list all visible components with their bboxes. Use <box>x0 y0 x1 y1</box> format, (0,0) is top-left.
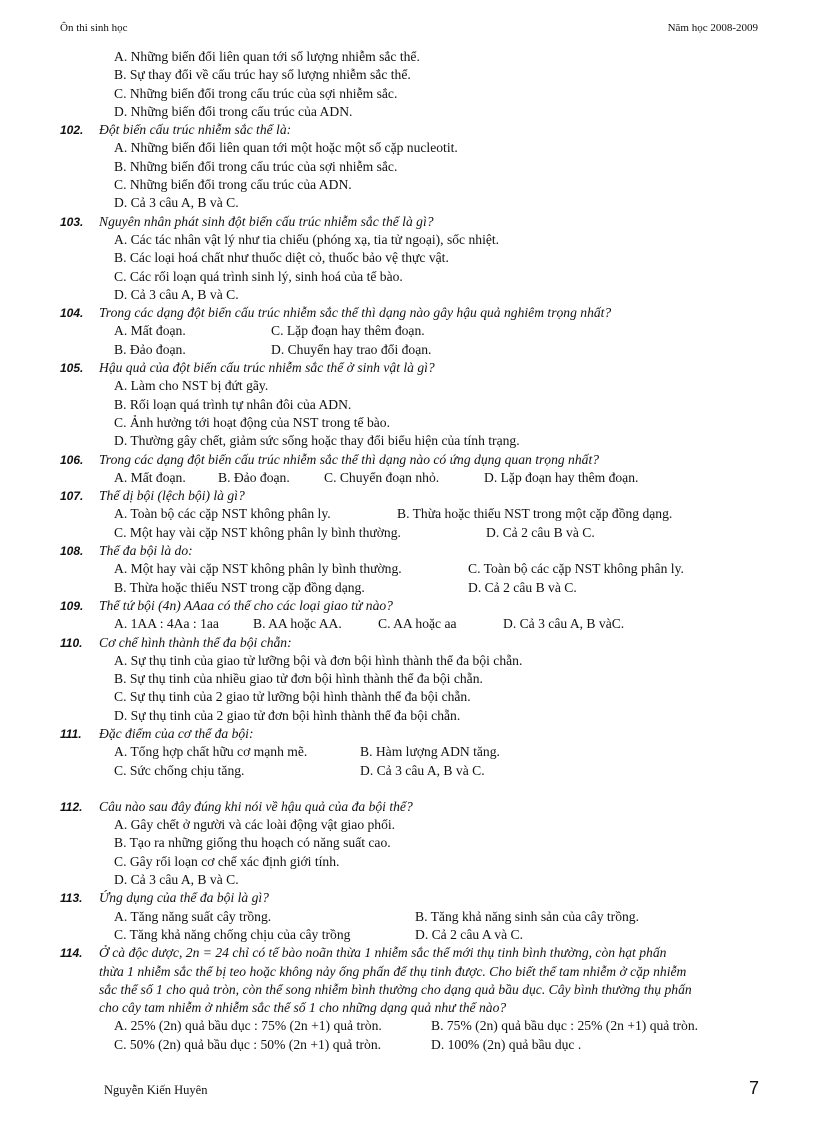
option-row <box>60 341 760 359</box>
option: C. Toàn bộ các cặp NST không phân ly. <box>468 561 684 577</box>
option-line: D. Sự thụ tinh của 2 giao tử đơn bội hình thành thể đa bội chẵn. <box>114 707 461 723</box>
option-line: D. Cả 3 câu A, B và C. <box>114 872 239 888</box>
option: D. Cả 2 câu A và C. <box>415 926 523 942</box>
option-row <box>60 524 760 542</box>
option: B. Hàm lượng ADN tăng. <box>360 744 500 760</box>
question-106 <box>60 451 760 469</box>
option: C. Một hay vài cặp NST không phân ly bình thường. <box>114 524 401 540</box>
option: A. Tăng năng suất cây trồng. <box>114 908 272 924</box>
question-105 <box>60 359 760 377</box>
option: D. Cả 3 câu A, B vàC. <box>503 616 625 632</box>
question-111 <box>60 725 760 743</box>
question-number: 104. <box>60 306 84 321</box>
question-113 <box>60 889 760 907</box>
question-number: 106. <box>60 452 84 467</box>
question-text: Nguyên nhân phát sinh đột biến cấu trúc nhiễm sắc thể là gì? <box>99 213 434 229</box>
option-line: B. Sự thay đổi về cấu trúc hay số lượng nhiễm sắc thể. <box>114 67 411 83</box>
option-row <box>60 505 760 523</box>
question-number: 110. <box>60 635 83 650</box>
question-107 <box>60 487 760 505</box>
spacer <box>60 780 760 798</box>
question-number: 107. <box>60 489 84 504</box>
question-103 <box>60 213 760 231</box>
question-number: 112. <box>60 799 83 814</box>
option-row <box>60 1036 760 1054</box>
option: B. Tăng khả năng sinh sản của cây trồng. <box>415 908 639 924</box>
option: B. AA hoặc AA. <box>253 616 342 632</box>
page-number: 7 <box>748 1078 759 1098</box>
option: D. Cả 2 câu B và C. <box>468 579 577 595</box>
question-text: Thể dị bội (lệch bội) là gì? <box>99 488 245 504</box>
option-line: C. Những biến đổi trong cấu trúc của sợi nhiễm sắc. <box>114 85 398 101</box>
question-108 <box>60 542 760 560</box>
option: A. 25% (2n) quả bầu dục : 75% (2n +1) quả tròn. <box>114 1018 382 1034</box>
option-line: B. Tạo ra những giống thu hoạch có năng suất cao. <box>114 835 391 851</box>
question-number: 103. <box>60 214 84 229</box>
question-text: Trong các dạng đột biến cấu trúc nhiễm sắc thể thì dạng nào gây hậu quả nghiêm trọng nhất? <box>99 305 612 321</box>
option-line: D. Cả 3 câu A, B và C. <box>114 286 239 302</box>
option-line: C. Gây rối loạn cơ chế xác định giới tính. <box>114 853 340 869</box>
question-number: 113. <box>60 891 83 906</box>
question-text: Ứng dụng của thể đa bội là gì? <box>99 890 269 906</box>
option-line: B. Những biến đổi trong cấu trúc của sợi nhiễm sắc. <box>114 158 398 174</box>
question-number: 102. <box>60 123 84 138</box>
option: D. Chuyển hay trao đổi đoạn. <box>271 341 432 357</box>
question-text: Hậu quả của đột biến cấu trúc nhiễm sắc thể ở sinh vật là gì? <box>99 360 435 376</box>
question-text: Câu nào sau đây đúng khi nói về hậu quả của đa bội thể? <box>99 798 413 814</box>
option-line: C. Các rối loạn quá trình sinh lý, sinh hoá của tế bào. <box>114 268 403 284</box>
header-right: Năm học 2008-2009 <box>667 22 758 34</box>
option-line: A. Các tác nhân vật lý như tia chiếu (phóng xạ, tia tử ngoại), sốc nhiệt. <box>114 231 500 247</box>
option: A. 1AA : 4Aa : 1aa <box>114 616 219 632</box>
option-line: C. Những biến đổi trong cấu trúc của ADN. <box>114 177 352 193</box>
option-line: A. Gây chết ở người và các loài động vật giao phối. <box>114 817 396 833</box>
option-line: D. Những biến đổi trong cấu trúc của ADN. <box>114 103 353 119</box>
question-number: 105. <box>60 361 84 376</box>
option-row <box>60 615 760 633</box>
option: C. AA hoặc aa <box>378 616 457 632</box>
option-line: B. Sự thụ tinh của nhiều giao tử đơn bội hình thành thể đa bội chẵn. <box>114 671 483 687</box>
option: A. Tổng hợp chất hữu cơ mạnh mẽ. <box>114 744 308 760</box>
option: A. Một hay vài cặp NST không phân ly bình thường. <box>114 561 402 577</box>
option: C. Lặp đoạn hay thêm đoạn. <box>271 323 425 339</box>
option: D. Cả 3 câu A, B và C. <box>360 762 485 778</box>
option: A. Toàn bộ các cặp NST không phân ly. <box>114 506 331 522</box>
option: C. Chuyển đoạn nhỏ. <box>324 469 440 485</box>
question-112 <box>60 798 760 816</box>
question-text-line: sắc thể số 1 cho quả tròn, còn thể song nhiễm bình thường cho dạng quả bầu dục. Cây bình thường thụ phấn <box>99 981 692 997</box>
option: B. Thừa hoặc thiếu NST trong một cặp đồng dạng. <box>397 506 673 522</box>
question-104 <box>60 304 760 322</box>
option-row <box>60 762 760 780</box>
document-body <box>60 48 760 1054</box>
option-line: A. Làm cho NST bị đứt gãy. <box>114 378 269 394</box>
question-text: Thể đa bội là do: <box>99 543 193 559</box>
option: C. Sức chống chịu tăng. <box>114 762 245 778</box>
question-number: 114. <box>60 946 83 961</box>
option: A. Mất đoạn. <box>114 469 186 485</box>
option: C. 50% (2n) quả bầu dục : 50% (2n +1) quả tròn. <box>114 1036 382 1052</box>
option-line: D. Cả 3 câu A, B và C. <box>114 195 239 211</box>
option: A. Mất đoạn. <box>114 323 186 339</box>
option: B. Đảo đoạn. <box>218 469 290 485</box>
header-left: Ôn thi sinh học <box>60 22 128 34</box>
question-102 <box>60 121 760 139</box>
option-row <box>60 743 760 761</box>
option: C. Tăng khả năng chống chịu của cây trồng <box>114 926 351 942</box>
question-text: Thể tứ bội (4n) AAaa có thể cho các loại giao tử nào? <box>99 597 393 613</box>
option-row <box>60 322 760 340</box>
option: B. 75% (2n) quả bầu dục : 25% (2n +1) quả tròn. <box>431 1018 699 1034</box>
option-line: A. Sự thụ tinh của giao tử lưỡng bội và đơn bội hình thành thể đa bội chẵn. <box>114 652 523 668</box>
question-110 <box>60 634 760 652</box>
option-line: A. Những biến đổi liên quan tới một hoặc một số cặp nucleotit. <box>114 140 458 156</box>
question-text-line: cho cây tam nhiễm ở nhiễm sắc thể số 1 cho những dạng quả như thế nào? <box>99 1000 507 1016</box>
question-text-line: thừa 1 nhiễm sắc thể bị teo hoặc không nảy ống phấn để thụ tinh được. Cho biết thể tam nhiễm ở cặp nhiễm <box>99 963 687 979</box>
option: D. Cả 2 câu B và C. <box>486 524 595 540</box>
option-line: B. Rối loạn quá trình tự nhân đôi của ADN. <box>114 396 352 412</box>
option-row <box>60 579 760 597</box>
question-text: Cơ chế hình thành thể đa bội chẵn: <box>99 634 292 650</box>
option: B. Đảo đoạn. <box>114 341 186 357</box>
question-text: Đặc điểm của cơ thể đa bội: <box>99 725 254 741</box>
question-number: 109. <box>60 598 84 613</box>
option: D. Lặp đoạn hay thêm đoạn. <box>484 469 639 485</box>
option-line: C. Ảnh hưởng tới hoạt động của NST trong tế bào. <box>114 414 390 430</box>
option-row <box>60 560 760 578</box>
option-line: B. Các loại hoá chất như thuốc diệt cỏ, thuốc bảo vệ thực vật. <box>114 250 449 266</box>
option-line: D. Thường gây chết, giảm sức sống hoặc thay đổi biểu hiện của tính trạng. <box>114 433 520 449</box>
option-row <box>60 926 760 944</box>
question-text: Ở cà độc dược, 2n = 24 chỉ có tế bào noãn thừa 1 nhiễm sắc thể mới thụ tinh bình thường, còn hạt phấn <box>99 945 667 961</box>
question-number: 111. <box>60 726 82 741</box>
option-row <box>60 469 760 487</box>
footer-author: Nguyễn Kiến Huyên <box>104 1083 208 1097</box>
option-row <box>60 1017 760 1035</box>
option-line: C. Sự thụ tinh của 2 giao tử lưỡng bội hình thành thể đa bội chẵn. <box>114 689 471 705</box>
question-text: Trong các dạng đột biến cấu trúc nhiễm sắc thể thì dạng nào có ứng dụng quan trọng nhất? <box>99 451 600 467</box>
question-114 <box>60 944 760 962</box>
option: B. Thừa hoặc thiếu NST trong cặp đồng dạng. <box>114 579 365 595</box>
question-109 <box>60 597 760 615</box>
question-text: Đột biến cấu trúc nhiễm sắc thể là: <box>99 122 292 138</box>
option-row <box>60 908 760 926</box>
option-line: A. Những biến đổi liên quan tới số lượng nhiễm sắc thể. <box>114 49 420 64</box>
option: D. 100% (2n) quả bầu dục . <box>431 1036 582 1052</box>
question-number: 108. <box>60 544 84 559</box>
